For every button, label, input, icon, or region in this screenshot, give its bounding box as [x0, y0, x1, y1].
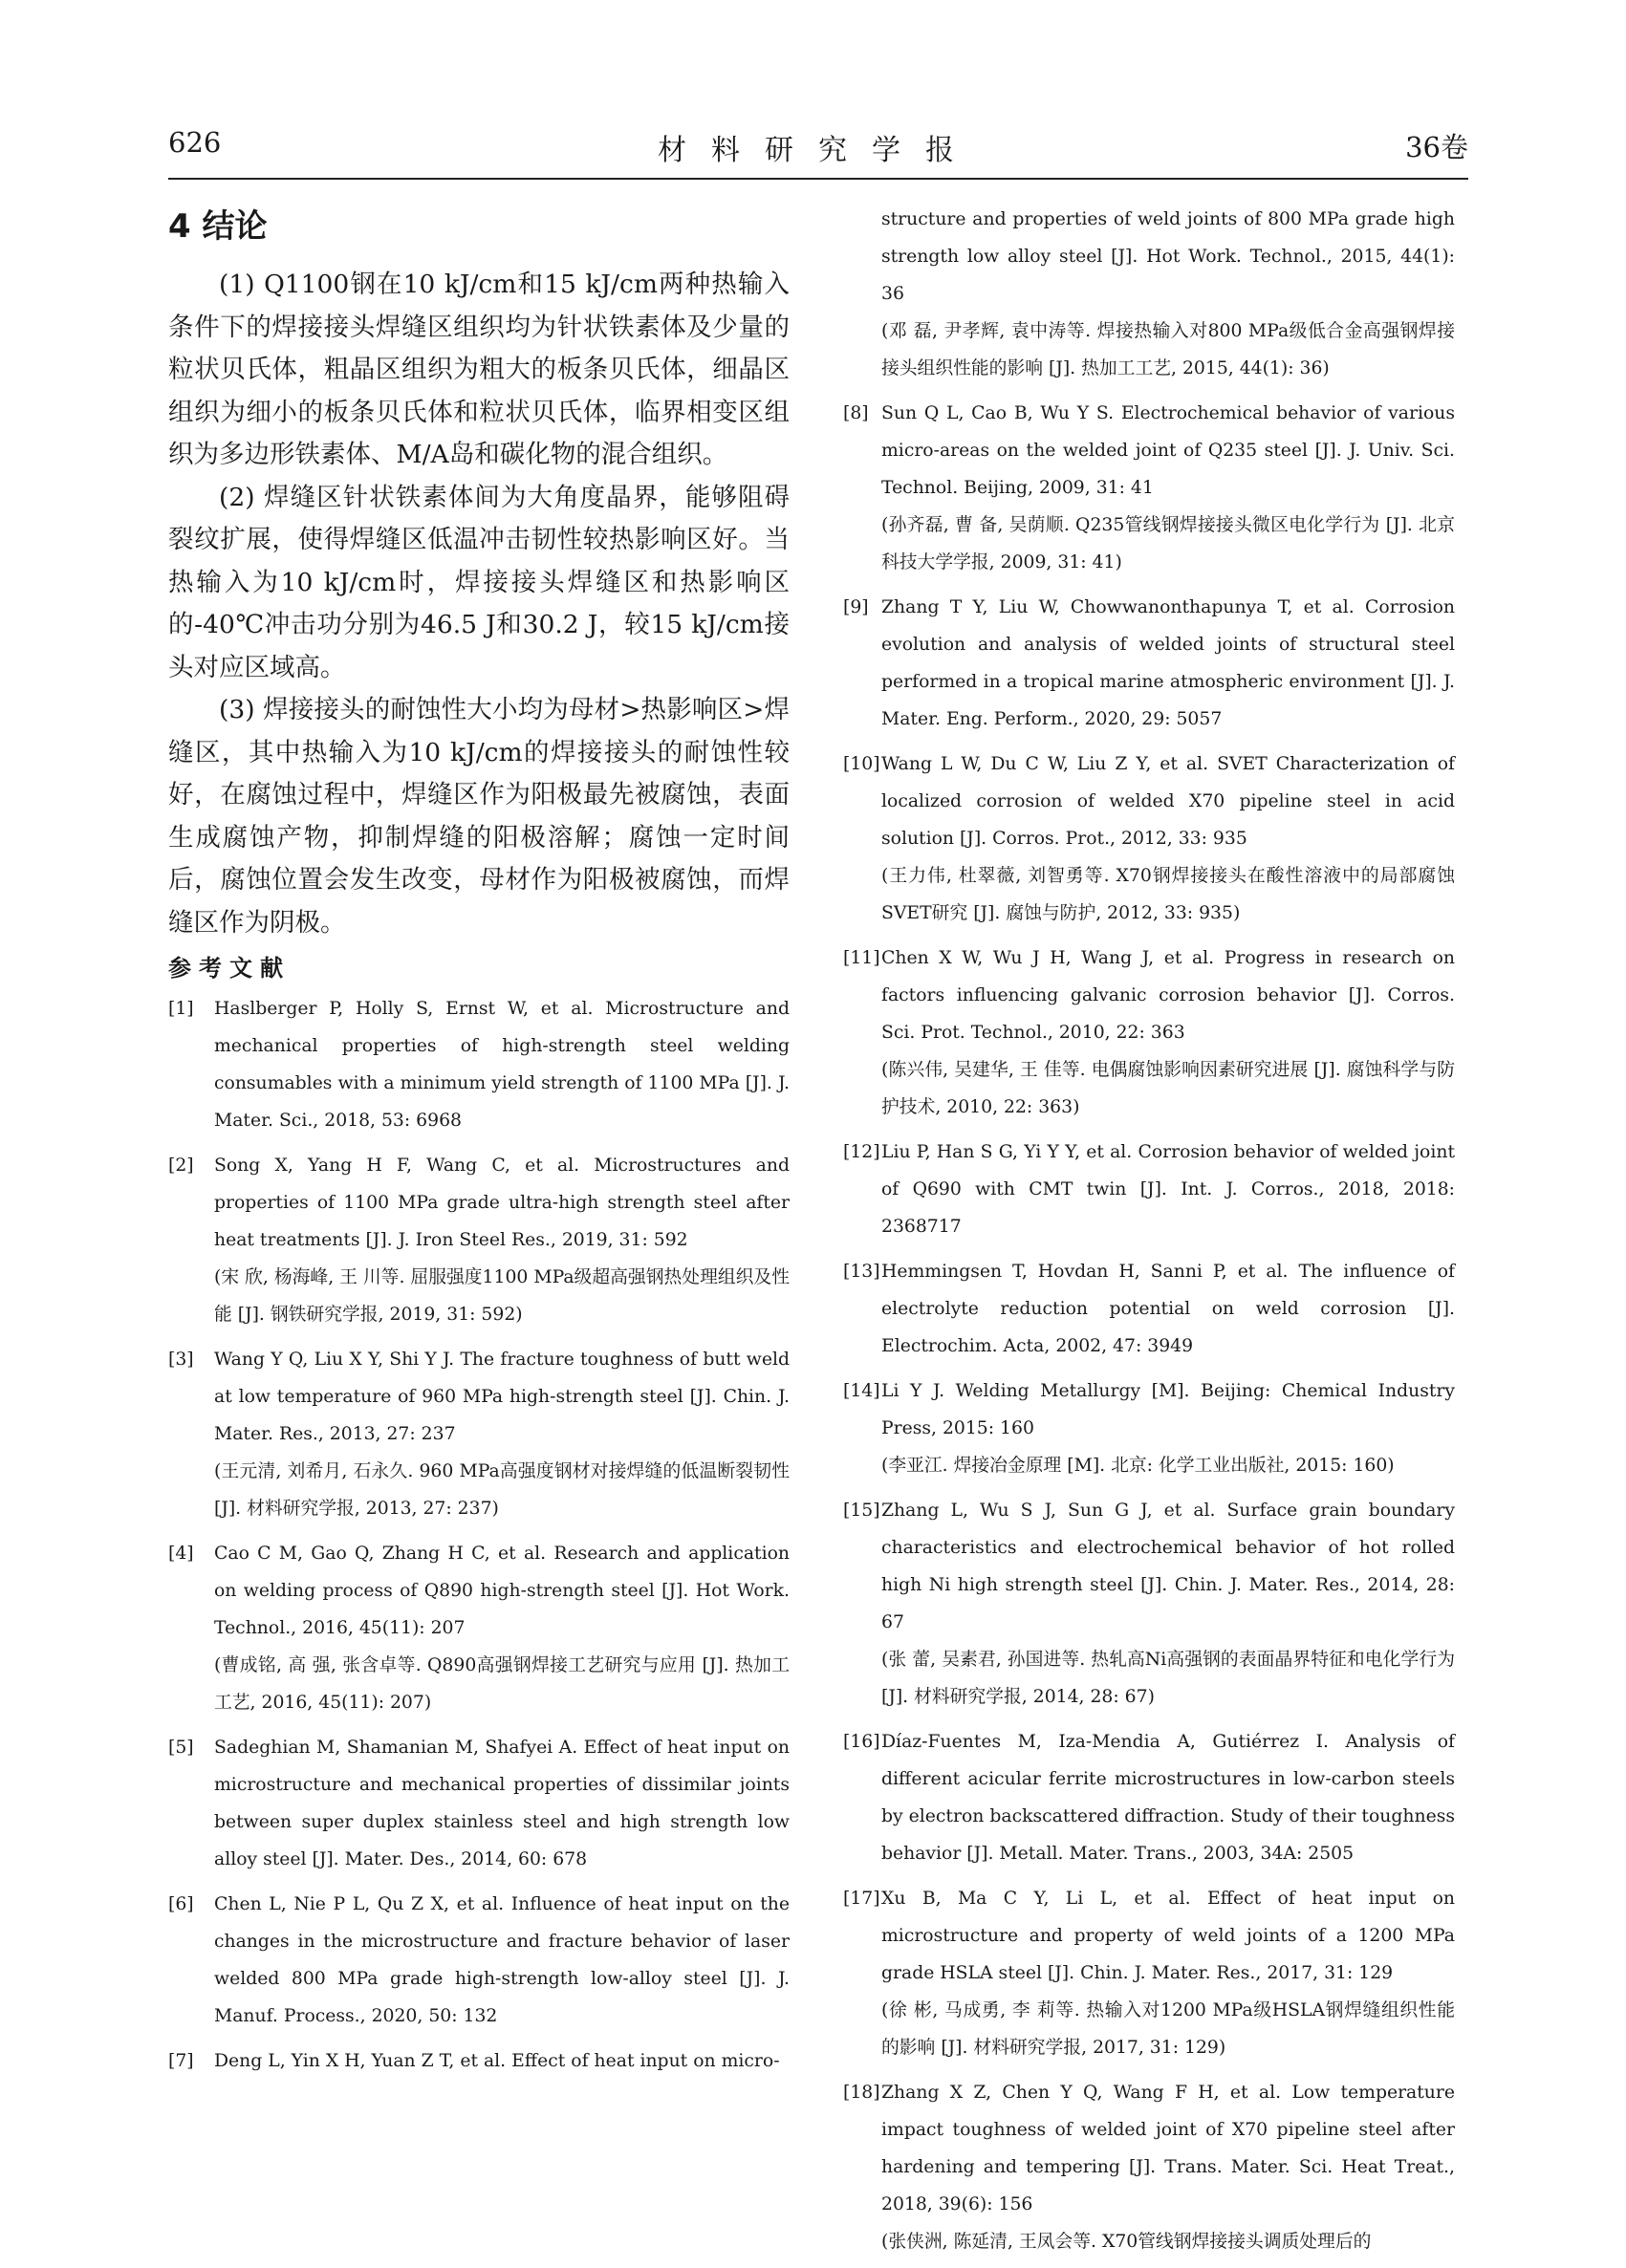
reference-item — [843, 940, 1455, 1126]
right-column — [843, 201, 1455, 2268]
reference-text: Zhang L, Wu S J, Sun G J, et al. Surface grain boundary characteristics and electrochemical behavior of hot rolled high Ni high strength steel [J]. Chin. J. Mater. Res., 2014, 28: 67 — [881, 1501, 1455, 1632]
reference-text: Wang Y Q, Liu X Y, Shi Y J. The fracture toughness of butt weld at low temperature of 960 MPa high-strength steel [J]. Chin. J. Mater. Res., 2013, 27: 237 — [214, 1350, 790, 1444]
reference-text: Deng L, Yin X H, Yuan Z T, et al. Effect of heat input on micro- — [214, 2051, 780, 2071]
reference-text: Wang L W, Du C W, Liu Z Y, et al. SVET Characterization of localized corrosion of welded X70 pipeline steel in acid solution [J]. Corros. Prot., 2012, 33: 935 — [881, 754, 1455, 849]
reference-7-continuation-en: structure and properties of weld joints of 800 MPa grade high strength low alloy steel [J]. Hot Work. Technol., 2015, 44(1): 36 — [881, 209, 1455, 304]
reference-number: [11] — [843, 948, 880, 968]
reference-item — [843, 1492, 1455, 1716]
reference-text: Xu B, Ma C Y, Li L, et al. Effect of heat input on microstructure and property of weld joints of a 1200 MPa grade HSLA steel [J]. Chin. J. Mater. Res., 2017, 31: 129 — [881, 1889, 1455, 1983]
journal-title: 材料研究学报 — [658, 134, 979, 167]
reference-item — [168, 1341, 790, 1527]
reference-text: Cao C M, Gao Q, Zhang H C, et al. Research and application on welding process of Q890 high-strength steel [J]. Hot Work. Technol., 2016, 45(11): 207 — [214, 1544, 790, 1638]
conclusion-paragraph-1: (1) Q1100钢在10 kJ/cm和15 kJ/cm两种热输入条件下的焊接接头焊缝区组织均为针状铁素体及少量的粒状贝氏体，粗晶区组织为粗大的板条贝氏体，细晶区组织为细小的板条贝氏体和粒状贝氏体，临界相变区组织为多边形铁素体、M/A岛和碳化物的混合组织。 — [168, 270, 790, 469]
reference-chinese-text: (宋 欣, 杨海峰, 王 川等. 屈服强度1100 MPa级超高强钢热处理组织及性能 [J]. 钢铁研究学报, 2019, 31: 592) — [214, 1267, 790, 1325]
reference-item — [168, 2042, 790, 2080]
reference-chinese-text: (孙齐磊, 曹 备, 吴荫顺. Q235管线钢焊接接头微区电化学行为 [J]. 北京科技大学学报, 2009, 31: 41) — [881, 515, 1455, 572]
reference-item — [843, 2074, 1455, 2260]
reference-text: Hemmingsen T, Hovdan H, Sanni P, et al. The influence of electrolyte reduction potential on weld corrosion [J]. Electrochim. Acta, 2002, 47: 3949 — [881, 1262, 1455, 1356]
reference-number: [14] — [843, 1381, 880, 1401]
reference-chinese-text: (张侠洲, 陈延清, 王凤会等. X70管线钢焊接接头调质处理后的 — [881, 2232, 1372, 2252]
reference-text: Sadeghian M, Shamanian M, Shafyei A. Effect of heat input on microstructure and mechanical properties of dissimilar joints between super duplex stainless steel and high strength low alloy steel [J]. Mater. Des., 2014, 60: 678 — [214, 1738, 790, 1869]
reference-chinese-text: (张 蕾, 吴素君, 孙国进等. 热轧高Ni高强钢的表面晶界特征和电化学行为 [J]. 材料研究学报, 2014, 28: 67) — [881, 1650, 1455, 1707]
reference-chinese-text: (王元清, 刘希月, 石永久. 960 MPa高强度钢材对接焊缝的低温断裂韧性 [J]. 材料研究学报, 2013, 27: 237) — [214, 1461, 790, 1519]
reference-item — [843, 1253, 1455, 1365]
references-list-left — [168, 990, 790, 2080]
reference-number: [2] — [168, 1156, 194, 1176]
reference-7-continuation-cn: (邓 磊, 尹孝辉, 袁中涛等. 焊接热输入对800 MPa级低合金高强钢焊接接头组织性能的影响 [J]. 热加工工艺, 2015, 44(1): 36) — [881, 321, 1455, 378]
reference-number: [6] — [168, 1894, 194, 1914]
reference-item — [168, 1535, 790, 1721]
conclusion-paragraph-2: (2) 焊缝区针状铁素体间为大角度晶界，能够阻碍裂纹扩展，使得焊缝区低温冲击韧性较热影响区好。当热输入为10 kJ/cm时，焊接接头焊缝区和热影响区的-40℃冲击功分别为46.5 J和30.2 J，较15 kJ/cm接头对应区域高。 — [168, 482, 790, 682]
reference-item — [843, 1134, 1455, 1245]
reference-number: [9] — [843, 597, 869, 617]
reference-number: [17] — [843, 1889, 880, 1909]
left-column — [168, 201, 790, 2087]
page-number: 626 — [168, 126, 222, 159]
reference-text: Chen X W, Wu J H, Wang J, et al. Progress in research on factors influencing galvanic corrosion behavior [J]. Corros. Sci. Prot. Technol., 2010, 22: 363 — [881, 948, 1455, 1043]
reference-chinese-text: (李亚江. 焊接冶金原理 [M]. 北京: 化学工业出版社, 2015: 160) — [881, 1456, 1395, 1476]
reference-item — [168, 1729, 790, 1878]
reference-chinese-text: (徐 彬, 马成勇, 李 莉等. 热输入对1200 MPa级HSLA钢焊缝组织性能的影响 [J]. 材料研究学报, 2017, 31: 129) — [881, 2000, 1455, 2058]
running-header — [168, 126, 1468, 168]
reference-number: [16] — [843, 1732, 880, 1752]
reference-text: Chen L, Nie P L, Qu Z X, et al. Influence of heat input on the changes in the microstructure and fracture behavior of laser welded 800 MPa grade high-strength low-alloy steel [J]. J. Manuf. Process., 2020, 50: 132 — [214, 1894, 790, 2026]
reference-item — [843, 395, 1455, 581]
reference-item — [843, 1723, 1455, 1872]
reference-item — [843, 745, 1455, 932]
reference-item — [843, 1372, 1455, 1484]
references-heading: 参考文献 — [168, 955, 291, 982]
reference-chinese-text: (曹成铭, 高 强, 张含卓等. Q890高强钢焊接工艺研究与应用 [J]. 热加工工艺, 2016, 45(11): 207) — [214, 1655, 790, 1713]
reference-number: [5] — [168, 1738, 194, 1758]
reference-item — [168, 1886, 790, 2035]
reference-number: [13] — [843, 1262, 880, 1282]
reference-text: Liu P, Han S G, Yi Y Y, et al. Corrosion behavior of welded joint of Q690 with CMT twin [J]. Int. J. Corros., 2018, 2018: 2368717 — [881, 1142, 1455, 1237]
reference-text: Li Y J. Welding Metallurgy [M]. Beijing: Chemical Industry Press, 2015: 160 — [881, 1381, 1455, 1438]
section-title: 4 结论 — [168, 207, 268, 246]
reference-item — [843, 589, 1455, 738]
reference-number: [18] — [843, 2083, 880, 2103]
reference-number: [10] — [843, 754, 880, 774]
reference-text: Zhang T Y, Liu W, Chowwanonthapunya T, et al. Corrosion evolution and analysis of welded joints of structural steel performed in a tropical marine atmospheric environment [J]. J. Mater. Eng. Perform., 2020, 29: 5057 — [881, 597, 1455, 729]
reference-text: Díaz-Fuentes M, Iza-Mendia A, Gutiérrez I. Analysis of different acicular ferrite microstructures in low-carbon steels by electron backscattered diffraction. Study of their toughness behavior [J]. Metall. Mater. Trans., 2003, 34A: 2505 — [881, 1732, 1455, 1864]
reference-chinese-text: (陈兴伟, 吴建华, 王 佳等. 电偶腐蚀影响因素研究进展 [J]. 腐蚀科学与防护技术, 2010, 22: 363) — [881, 1060, 1455, 1117]
reference-text: Sun Q L, Cao B, Wu Y S. Electrochemical behavior of various micro-areas on the welded joint of Q235 steel [J]. J. Univ. Sci. Technol. Beijing, 2009, 31: 41 — [881, 403, 1455, 498]
reference-item — [168, 1147, 790, 1333]
reference-text: Song X, Yang H F, Wang C, et al. Microstructures and properties of 1100 MPa grade ultra-high strength steel after heat treatments [J]. J. Iron Steel Res., 2019, 31: 592 — [214, 1156, 790, 1250]
references-list-right — [843, 395, 1455, 2260]
reference-text: Haslberger P, Holly S, Ernst W, et al. Microstructure and mechanical properties of high-strength steel welding consumables with a minimum yield strength of 1100 MPa [J]. J. Mater. Sci., 2018, 53: 6968 — [214, 999, 790, 1131]
volume-label: 36卷 — [1405, 131, 1468, 163]
reference-7-continuation — [843, 201, 1455, 387]
reference-number: [15] — [843, 1501, 880, 1521]
reference-number: [4] — [168, 1544, 194, 1564]
reference-number: [1] — [168, 999, 194, 1019]
reference-item — [168, 990, 790, 1139]
reference-number: [12] — [843, 1142, 880, 1162]
reference-text: Zhang X Z, Chen Y Q, Wang F H, et al. Low temperature impact toughness of welded joint of X70 pipeline steel after hardening and tempering [J]. Trans. Mater. Sci. Heat Treat., 2018, 39(6): 156 — [881, 2083, 1455, 2214]
reference-item — [843, 1880, 1455, 2066]
reference-number: [7] — [168, 2051, 194, 2071]
reference-number: [8] — [843, 403, 869, 423]
header-rule — [168, 178, 1468, 180]
reference-chinese-text: (王力伟, 杜翠薇, 刘智勇等. X70钢焊接接头在酸性溶液中的局部腐蚀SVET研究 [J]. 腐蚀与防护, 2012, 33: 935) — [881, 866, 1455, 923]
reference-number: [3] — [168, 1350, 194, 1370]
conclusion-paragraph-3: (3) 焊接接头的耐蚀性大小均为母材>热影响区>焊缝区，其中热输入为10 kJ/cm的焊接接头的耐蚀性较好，在腐蚀过程中，焊缝区作为阳极最先被腐蚀，表面生成腐蚀产物，抑制焊缝的阳极溶解；腐蚀一定时间后，腐蚀位置会发生改变，母材作为阳极被腐蚀，而焊缝区作为阴极。 — [168, 695, 790, 938]
